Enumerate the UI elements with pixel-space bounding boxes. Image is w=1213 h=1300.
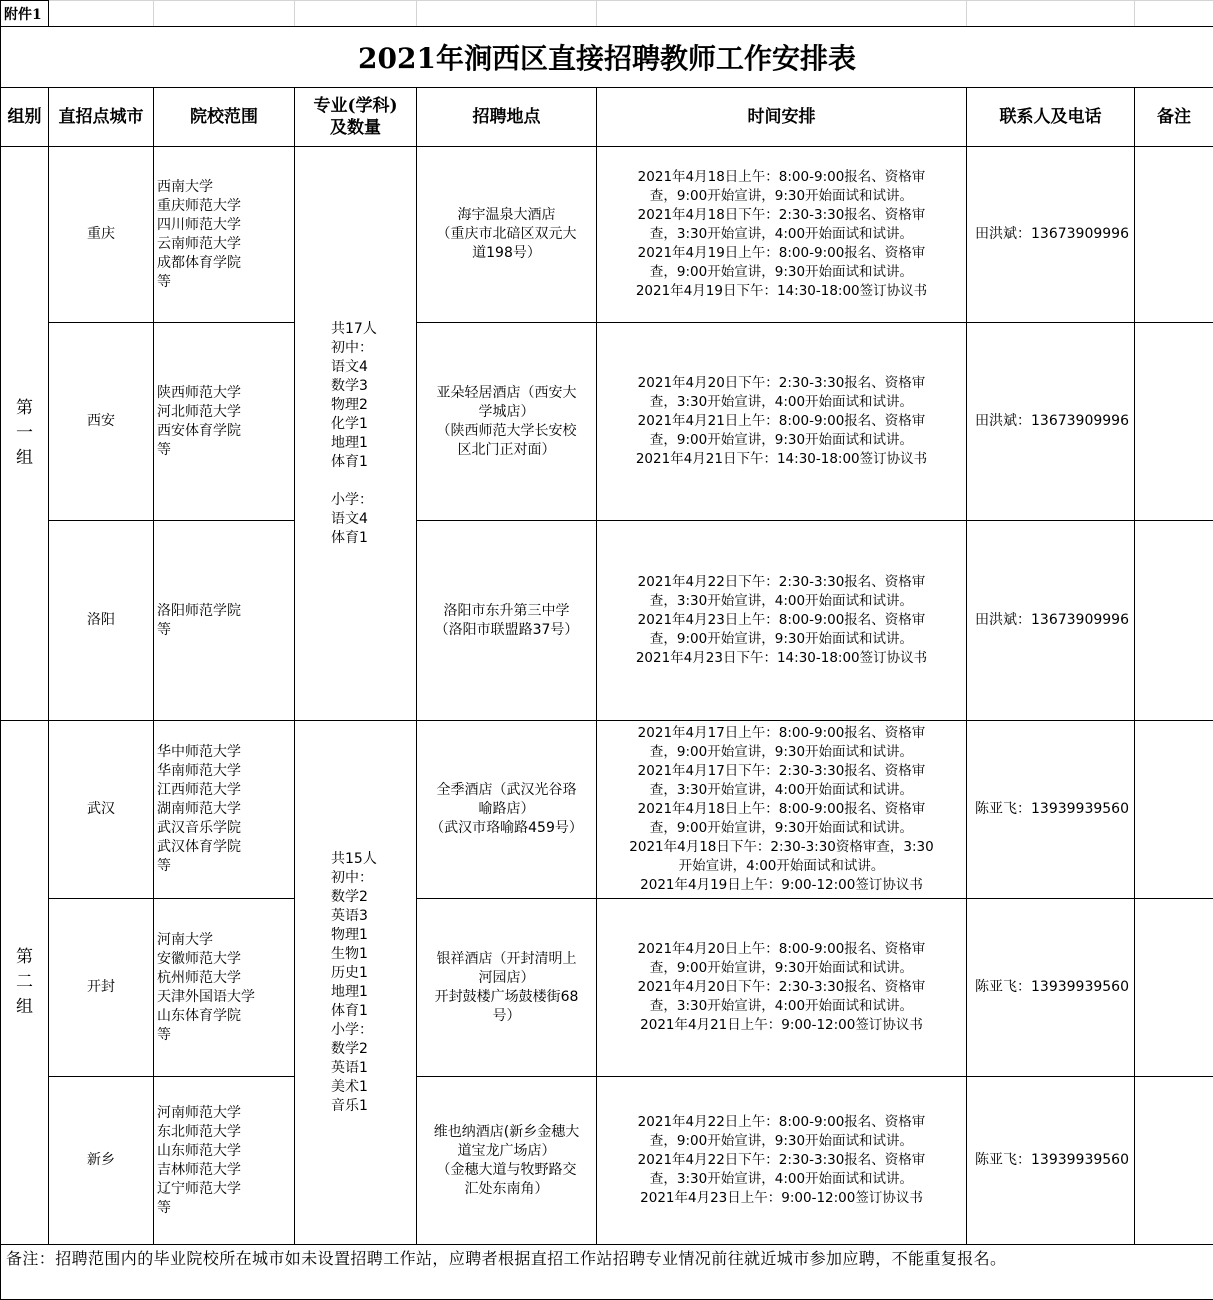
table-row xyxy=(1,323,1213,521)
school-name: 等 xyxy=(157,441,294,460)
school-name: 河南大学 xyxy=(157,931,294,950)
header-major-line1: 专业(学科) xyxy=(295,95,416,117)
venue-line: 洛阳市东升第三中学 xyxy=(417,602,596,621)
major-line: 语文4 xyxy=(331,358,416,377)
venue-line: （陕西师范大学长安校 xyxy=(417,422,596,441)
school-name: 武汉体育学院 xyxy=(157,838,294,857)
major-line: 小学： xyxy=(331,491,416,510)
group-name-char: 二 xyxy=(1,970,48,995)
remarks-cell xyxy=(1135,899,1213,1077)
header-remarks: 备注 xyxy=(1135,88,1213,147)
venue-line: 区北门正对面） xyxy=(417,441,596,460)
schedule-line: 2021年4月20日上午：8:00-9:00报名、资格审 xyxy=(601,940,962,959)
header-major xyxy=(295,88,417,147)
remarks-cell xyxy=(1135,521,1213,721)
major-line: 英语3 xyxy=(331,907,416,926)
school-name: 华中师范大学 xyxy=(157,743,294,762)
venue-line: 全季酒店（武汉光谷珞 xyxy=(417,781,596,800)
remarks-cell xyxy=(1135,147,1213,323)
schedule-line: 2021年4月20日下午：2:30-3:30报名、资格审 xyxy=(601,374,962,393)
major-line: 数学2 xyxy=(331,888,416,907)
venue-line: 亚朵轻居酒店（西安大 xyxy=(417,384,596,403)
school-name: 华南师范大学 xyxy=(157,762,294,781)
footnote: 备注：招聘范围内的毕业院校所在城市如未设置招聘工作站，应聘者根据直招工作站招聘专业情况前往就近城市参加应聘，不能重复报名。 xyxy=(1,1245,1213,1300)
header-group: 组别 xyxy=(1,88,49,147)
school-name: 安徽师范大学 xyxy=(157,950,294,969)
major-line xyxy=(331,472,416,491)
school-name: 重庆师范大学 xyxy=(157,197,294,216)
group-name-char: 第 xyxy=(1,945,48,970)
major-line: 地理1 xyxy=(331,434,416,453)
schedule-cell xyxy=(597,899,967,1077)
schedule-line: 2021年4月23日上午：9:00-12:00签订协议书 xyxy=(601,1189,962,1208)
table-row xyxy=(1,521,1213,721)
schedule-line: 2021年4月22日下午：2:30-3:30报名、资格审 xyxy=(601,1151,962,1170)
schedule-line: 查，9:00开始宣讲，9:30开始面试和试讲。 xyxy=(601,263,962,282)
schedule-line: 查，9:00开始宣讲，9:30开始面试和试讲。 xyxy=(601,819,962,838)
city-cell: 开封 xyxy=(49,899,154,1077)
schedule-line: 查，3:30开始宣讲，4:00开始面试和试讲。 xyxy=(601,225,962,244)
venue-cell xyxy=(417,899,597,1077)
city-cell: 武汉 xyxy=(49,721,154,899)
venue-line: 开封鼓楼广场鼓楼街68 xyxy=(417,988,596,1007)
major-line: 化学1 xyxy=(331,415,416,434)
school-name: 山东师范大学 xyxy=(157,1142,294,1161)
table-row xyxy=(1,147,1213,323)
schedule-line: 查，9:00开始宣讲，9:30开始面试和试讲。 xyxy=(601,187,962,206)
schedule-line: 开始宣讲，4:00开始面试和试讲。 xyxy=(601,857,962,876)
school-name: 云南师范大学 xyxy=(157,235,294,254)
group-name-cell xyxy=(1,147,49,721)
venue-line: （洛阳市联盟路37号） xyxy=(417,621,596,640)
venue-line: 道198号） xyxy=(417,244,596,263)
group-name-char: 第 xyxy=(1,396,48,421)
school-name: 等 xyxy=(157,857,294,876)
school-name: 武汉音乐学院 xyxy=(157,819,294,838)
schools-cell xyxy=(154,721,295,899)
major-line: 历史1 xyxy=(331,964,416,983)
venue-cell xyxy=(417,521,597,721)
venue-line: 道宝龙广场店） xyxy=(417,1142,596,1161)
venue-line: 海宇温泉大酒店 xyxy=(417,206,596,225)
school-name: 河南师范大学 xyxy=(157,1104,294,1123)
majors-cell xyxy=(295,147,417,721)
schedule-line: 查，9:00开始宣讲，9:30开始面试和试讲。 xyxy=(601,959,962,978)
header-contact: 联系人及电话 xyxy=(967,88,1135,147)
contact-cell: 田洪斌：13673909996 xyxy=(967,323,1135,521)
contact-cell: 田洪斌：13673909996 xyxy=(967,521,1135,721)
school-name: 成都体育学院 xyxy=(157,254,294,273)
remarks-cell xyxy=(1135,1077,1213,1245)
schedule-line: 2021年4月21日上午：8:00-9:00报名、资格审 xyxy=(601,412,962,431)
major-line: 体育1 xyxy=(331,453,416,472)
schedule-line: 2021年4月22日上午：8:00-9:00报名、资格审 xyxy=(601,1113,962,1132)
table-row xyxy=(1,899,1213,1077)
schedule-line: 2021年4月19日上午：8:00-9:00报名、资格审 xyxy=(601,244,962,263)
major-line: 音乐1 xyxy=(331,1097,416,1116)
schedule-line: 2021年4月18日上午：8:00-9:00报名、资格审 xyxy=(601,800,962,819)
schedule-line: 查，9:00开始宣讲，9:30开始面试和试讲。 xyxy=(601,1132,962,1151)
major-line: 体育1 xyxy=(331,529,416,548)
major-line: 生物1 xyxy=(331,945,416,964)
schedule-line: 2021年4月23日下午：14:30-18:00签订协议书 xyxy=(601,649,962,668)
school-name: 天津外国语大学 xyxy=(157,988,294,1007)
schedule-line: 查，9:00开始宣讲，9:30开始面试和试讲。 xyxy=(601,630,962,649)
schedule-line: 查，3:30开始宣讲，4:00开始面试和试讲。 xyxy=(601,592,962,611)
contact-cell: 陈亚飞：13939939560 xyxy=(967,721,1135,899)
major-line: 共17人 xyxy=(331,320,416,339)
venue-line: 维也纳酒店(新乡金穗大 xyxy=(417,1123,596,1142)
venue-line: 学城店） xyxy=(417,403,596,422)
school-name: 等 xyxy=(157,273,294,292)
contact-cell: 陈亚飞：13939939560 xyxy=(967,1077,1135,1245)
contact-cell: 田洪斌：13673909996 xyxy=(967,147,1135,323)
table-row xyxy=(1,1077,1213,1245)
venue-cell xyxy=(417,721,597,899)
school-name: 等 xyxy=(157,1026,294,1045)
schedule-line: 2021年4月18日上午：8:00-9:00报名、资格审 xyxy=(601,168,962,187)
major-line: 地理1 xyxy=(331,983,416,1002)
header-major-line2: 及数量 xyxy=(295,117,416,139)
group-name-char: 一 xyxy=(1,421,48,446)
group-name-char: 组 xyxy=(1,995,48,1020)
school-name: 东北师范大学 xyxy=(157,1123,294,1142)
major-line: 英语1 xyxy=(331,1059,416,1078)
school-name: 辽宁师范大学 xyxy=(157,1180,294,1199)
school-name: 河北师范大学 xyxy=(157,403,294,422)
schedule-line: 2021年4月17日下午：2:30-3:30报名、资格审 xyxy=(601,762,962,781)
schools-cell xyxy=(154,1077,295,1245)
venue-cell xyxy=(417,147,597,323)
venue-line: 河园店） xyxy=(417,969,596,988)
major-line: 初中： xyxy=(331,869,416,888)
venue-line: 号） xyxy=(417,1007,596,1026)
schedule-line: 2021年4月17日上午：8:00-9:00报名、资格审 xyxy=(601,724,962,743)
header-schools: 院校范围 xyxy=(154,88,295,147)
group-name-char: 组 xyxy=(1,446,48,471)
major-line: 语文4 xyxy=(331,510,416,529)
major-line: 数学2 xyxy=(331,1040,416,1059)
school-name: 等 xyxy=(157,1199,294,1218)
major-line: 初中： xyxy=(331,339,416,358)
schedule-line: 查，3:30开始宣讲，4:00开始面试和试讲。 xyxy=(601,1170,962,1189)
schools-cell xyxy=(154,147,295,323)
footnote-row xyxy=(1,1245,1213,1300)
schedule-line: 2021年4月20日下午：2:30-3:30报名、资格审 xyxy=(601,978,962,997)
schedule-line: 查，3:30开始宣讲，4:00开始面试和试讲。 xyxy=(601,781,962,800)
annex-label: 附件1 xyxy=(1,1,49,27)
venue-line: 银祥酒店（开封清明上 xyxy=(417,950,596,969)
schedule-line: 2021年4月19日下午：14:30-18:00签订协议书 xyxy=(601,282,962,301)
venue-line: （金穗大道与牧野路交 xyxy=(417,1161,596,1180)
major-line: 美术1 xyxy=(331,1078,416,1097)
school-name: 西南大学 xyxy=(157,178,294,197)
major-line: 小学： xyxy=(331,1021,416,1040)
schedule-line: 查，9:00开始宣讲，9:30开始面试和试讲。 xyxy=(601,743,962,762)
header-schedule: 时间安排 xyxy=(597,88,967,147)
schedule-cell xyxy=(597,1077,967,1245)
schedule-line: 2021年4月18日下午：2:30-3:30报名、资格审 xyxy=(601,206,962,225)
schools-cell xyxy=(154,899,295,1077)
school-name: 等 xyxy=(157,621,294,640)
major-line: 物理2 xyxy=(331,396,416,415)
schools-cell xyxy=(154,323,295,521)
school-name: 湖南师范大学 xyxy=(157,800,294,819)
major-line: 数学3 xyxy=(331,377,416,396)
school-name: 西安体育学院 xyxy=(157,422,294,441)
schools-cell xyxy=(154,521,295,721)
school-name: 山东体育学院 xyxy=(157,1007,294,1026)
city-cell: 重庆 xyxy=(49,147,154,323)
city-cell: 西安 xyxy=(49,323,154,521)
school-name: 杭州师范大学 xyxy=(157,969,294,988)
venue-line: 喻路店） xyxy=(417,800,596,819)
venue-cell xyxy=(417,323,597,521)
schedule-cell xyxy=(597,721,967,899)
contact-cell: 陈亚飞：13939939560 xyxy=(967,899,1135,1077)
schedule-line: 查，3:30开始宣讲，4:00开始面试和试讲。 xyxy=(601,997,962,1016)
remarks-cell xyxy=(1135,721,1213,899)
schedule-cell xyxy=(597,521,967,721)
city-cell: 洛阳 xyxy=(49,521,154,721)
schedule-cell xyxy=(597,323,967,521)
schedule-line: 2021年4月23日上午：8:00-9:00报名、资格审 xyxy=(601,611,962,630)
schedule-line: 2021年4月22日下午：2:30-3:30报名、资格审 xyxy=(601,573,962,592)
schedule-line: 查，3:30开始宣讲，4:00开始面试和试讲。 xyxy=(601,393,962,412)
venue-cell xyxy=(417,1077,597,1245)
venue-line: （武汉市珞喻路459号） xyxy=(417,819,596,838)
group-name-cell xyxy=(1,721,49,1245)
major-line: 共15人 xyxy=(331,850,416,869)
major-line: 体育1 xyxy=(331,1002,416,1021)
school-name: 陕西师范大学 xyxy=(157,384,294,403)
majors-cell xyxy=(295,721,417,1245)
header-venue: 招聘地点 xyxy=(417,88,597,147)
page-title: 2021年涧西区直接招聘教师工作安排表 xyxy=(1,27,1213,88)
school-name: 洛阳师范学院 xyxy=(157,602,294,621)
schedule-line: 2021年4月21日下午：14:30-18:00签订协议书 xyxy=(601,450,962,469)
city-cell: 新乡 xyxy=(49,1077,154,1245)
schedule-line: 2021年4月18日下午：2:30-3:30资格审查，3:30 xyxy=(601,838,962,857)
schedule-line: 查，9:00开始宣讲，9:30开始面试和试讲。 xyxy=(601,431,962,450)
major-line: 物理1 xyxy=(331,926,416,945)
schedule-line: 2021年4月19日上午：9:00-12:00签订协议书 xyxy=(601,876,962,895)
venue-line: 汇处东南角） xyxy=(417,1180,596,1199)
table-row xyxy=(1,721,1213,899)
remarks-cell xyxy=(1135,323,1213,521)
schedule-line: 2021年4月21日上午：9:00-12:00签订协议书 xyxy=(601,1016,962,1035)
school-name: 四川师范大学 xyxy=(157,216,294,235)
venue-line: （重庆市北碚区双元大 xyxy=(417,225,596,244)
school-name: 吉林师范大学 xyxy=(157,1161,294,1180)
schedule-cell xyxy=(597,147,967,323)
header-city: 直招点城市 xyxy=(49,88,154,147)
school-name: 江西师范大学 xyxy=(157,781,294,800)
